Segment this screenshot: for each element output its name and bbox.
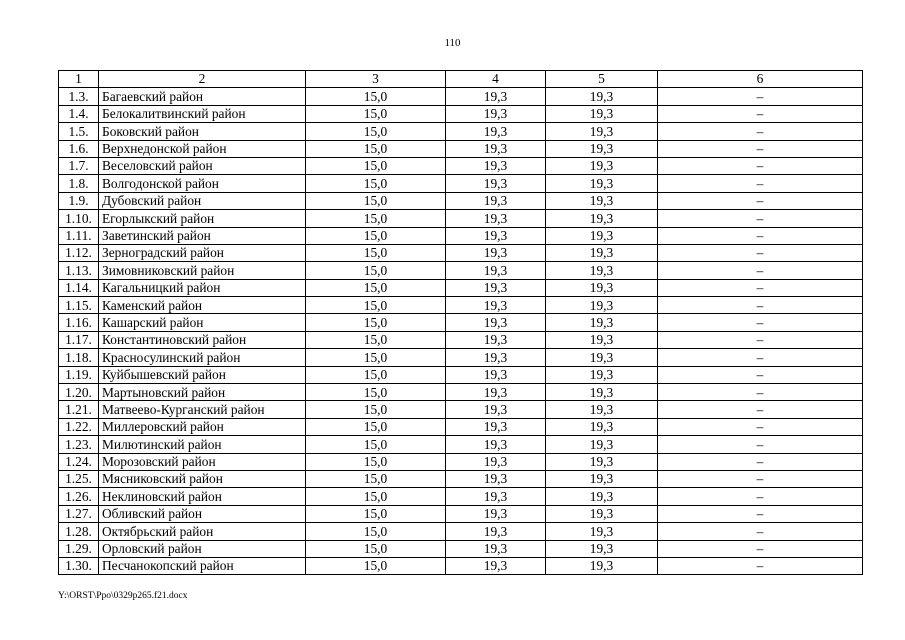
value-col-3: 15,0: [306, 88, 446, 105]
value-col-3: 15,0: [306, 140, 446, 157]
value-col-4: 19,3: [446, 88, 546, 105]
table-row: [59, 505, 863, 522]
footer-file-path: Y:\ORST\Ppo\0329p265.f21.docx: [58, 591, 188, 601]
value-col-6: –: [658, 436, 863, 453]
value-col-4: 19,3: [446, 244, 546, 261]
district-name: Милютинский район: [99, 436, 306, 453]
value-col-4: 19,3: [446, 470, 546, 487]
district-name: Зерноградский район: [99, 244, 306, 261]
table-row: [59, 418, 863, 435]
value-col-3: 15,0: [306, 157, 446, 174]
table-row: [59, 262, 863, 279]
row-number: 1.22.: [59, 418, 99, 435]
value-col-6: –: [658, 123, 863, 140]
value-col-3: 15,0: [306, 279, 446, 296]
table-row: [59, 523, 863, 540]
value-col-3: 15,0: [306, 418, 446, 435]
district-name: Заветинский район: [99, 227, 306, 244]
value-col-4: 19,3: [446, 192, 546, 209]
value-col-5: 19,3: [546, 210, 658, 227]
value-col-3: 15,0: [306, 436, 446, 453]
value-col-5: 19,3: [546, 349, 658, 366]
table-row: [59, 470, 863, 487]
value-col-3: 15,0: [306, 123, 446, 140]
value-col-4: 19,3: [446, 557, 546, 574]
table-row: [59, 192, 863, 209]
value-col-3: 15,0: [306, 557, 446, 574]
row-number: 1.20.: [59, 384, 99, 401]
value-col-4: 19,3: [446, 279, 546, 296]
district-name: Матвеево-Курганский район: [99, 401, 306, 418]
value-col-4: 19,3: [446, 366, 546, 383]
row-number: 1.3.: [59, 88, 99, 105]
table-row: [59, 140, 863, 157]
row-number: 1.7.: [59, 157, 99, 174]
value-col-5: 19,3: [546, 227, 658, 244]
value-col-5: 19,3: [546, 488, 658, 505]
value-col-6: –: [658, 349, 863, 366]
row-number: 1.6.: [59, 140, 99, 157]
table-row: [59, 175, 863, 192]
row-number: 1.11.: [59, 227, 99, 244]
value-col-5: 19,3: [546, 505, 658, 522]
value-col-4: 19,3: [446, 384, 546, 401]
value-col-4: 19,3: [446, 210, 546, 227]
value-col-6: –: [658, 297, 863, 314]
value-col-4: 19,3: [446, 157, 546, 174]
district-name: Боковский район: [99, 123, 306, 140]
district-name: Куйбышевский район: [99, 366, 306, 383]
value-col-3: 15,0: [306, 540, 446, 557]
value-col-6: –: [658, 88, 863, 105]
row-number: 1.5.: [59, 123, 99, 140]
value-col-5: 19,3: [546, 262, 658, 279]
value-col-3: 15,0: [306, 314, 446, 331]
row-number: 1.30.: [59, 557, 99, 574]
value-col-4: 19,3: [446, 123, 546, 140]
value-col-4: 19,3: [446, 453, 546, 470]
value-col-4: 19,3: [446, 540, 546, 557]
row-number: 1.13.: [59, 262, 99, 279]
value-col-3: 15,0: [306, 488, 446, 505]
value-col-3: 15,0: [306, 366, 446, 383]
district-name: Орловский район: [99, 540, 306, 557]
row-number: 1.27.: [59, 505, 99, 522]
value-col-5: 19,3: [546, 401, 658, 418]
district-name: Верхнедонской район: [99, 140, 306, 157]
table-row: [59, 314, 863, 331]
value-col-4: 19,3: [446, 314, 546, 331]
district-name: Красносулинский район: [99, 349, 306, 366]
row-number: 1.17.: [59, 331, 99, 348]
row-number: 1.10.: [59, 210, 99, 227]
column-header-2: 2: [99, 71, 306, 88]
table-row: [59, 384, 863, 401]
value-col-6: –: [658, 140, 863, 157]
value-col-5: 19,3: [546, 123, 658, 140]
table-row: [59, 105, 863, 122]
value-col-4: 19,3: [446, 488, 546, 505]
district-name: Кашарский район: [99, 314, 306, 331]
value-col-3: 15,0: [306, 349, 446, 366]
column-header-3: 3: [306, 71, 446, 88]
value-col-6: –: [658, 557, 863, 574]
row-number: 1.12.: [59, 244, 99, 261]
value-col-3: 15,0: [306, 470, 446, 487]
table-row: [59, 366, 863, 383]
row-number: 1.19.: [59, 366, 99, 383]
value-col-3: 15,0: [306, 175, 446, 192]
value-col-6: –: [658, 157, 863, 174]
row-number: 1.25.: [59, 470, 99, 487]
table-row: [59, 453, 863, 470]
district-name: Багаевский район: [99, 88, 306, 105]
table-row: [59, 227, 863, 244]
value-col-5: 19,3: [546, 557, 658, 574]
district-name: Обливский район: [99, 505, 306, 522]
district-name: Морозовский район: [99, 453, 306, 470]
value-col-4: 19,3: [446, 436, 546, 453]
district-name: Мартыновский район: [99, 384, 306, 401]
value-col-6: –: [658, 279, 863, 296]
value-col-4: 19,3: [446, 505, 546, 522]
value-col-5: 19,3: [546, 331, 658, 348]
table-row: [59, 88, 863, 105]
district-name: Миллеровский район: [99, 418, 306, 435]
value-col-5: 19,3: [546, 244, 658, 261]
value-col-3: 15,0: [306, 244, 446, 261]
value-col-6: –: [658, 523, 863, 540]
value-col-4: 19,3: [446, 227, 546, 244]
row-number: 1.8.: [59, 175, 99, 192]
district-name: Песчанокопский район: [99, 557, 306, 574]
value-col-5: 19,3: [546, 297, 658, 314]
value-col-6: –: [658, 331, 863, 348]
row-number: 1.9.: [59, 192, 99, 209]
table-row: [59, 279, 863, 296]
value-col-6: –: [658, 210, 863, 227]
value-col-5: 19,3: [546, 384, 658, 401]
value-col-6: –: [658, 366, 863, 383]
value-col-6: –: [658, 384, 863, 401]
value-col-3: 15,0: [306, 401, 446, 418]
value-col-6: –: [658, 470, 863, 487]
data-table: [58, 70, 863, 575]
value-col-6: –: [658, 453, 863, 470]
value-col-3: 15,0: [306, 262, 446, 279]
value-col-5: 19,3: [546, 453, 658, 470]
value-col-5: 19,3: [546, 523, 658, 540]
row-number: 1.14.: [59, 279, 99, 296]
value-col-4: 19,3: [446, 262, 546, 279]
page-number: 110: [444, 37, 461, 49]
value-col-5: 19,3: [546, 175, 658, 192]
value-col-4: 19,3: [446, 140, 546, 157]
value-col-3: 15,0: [306, 105, 446, 122]
table-row: [59, 488, 863, 505]
value-col-6: –: [658, 244, 863, 261]
value-col-5: 19,3: [546, 540, 658, 557]
value-col-4: 19,3: [446, 105, 546, 122]
value-col-3: 15,0: [306, 227, 446, 244]
value-col-4: 19,3: [446, 349, 546, 366]
value-col-6: –: [658, 540, 863, 557]
column-header-1: 1: [59, 71, 99, 88]
value-col-6: –: [658, 262, 863, 279]
value-col-5: 19,3: [546, 192, 658, 209]
value-col-6: –: [658, 227, 863, 244]
value-col-5: 19,3: [546, 470, 658, 487]
value-col-5: 19,3: [546, 140, 658, 157]
table-row: [59, 244, 863, 261]
row-number: 1.21.: [59, 401, 99, 418]
value-col-6: –: [658, 192, 863, 209]
district-name: Мясниковский район: [99, 470, 306, 487]
row-number: 1.24.: [59, 453, 99, 470]
value-col-6: –: [658, 105, 863, 122]
table-row: [59, 436, 863, 453]
district-name: Константиновский район: [99, 331, 306, 348]
value-col-5: 19,3: [546, 157, 658, 174]
row-number: 1.29.: [59, 540, 99, 557]
table-row: [59, 123, 863, 140]
column-header-6: 6: [658, 71, 863, 88]
value-col-5: 19,3: [546, 279, 658, 296]
value-col-3: 15,0: [306, 192, 446, 209]
table-row: [59, 540, 863, 557]
table-body: [59, 71, 863, 575]
district-name: Белокалитвинский район: [99, 105, 306, 122]
value-col-5: 19,3: [546, 314, 658, 331]
value-col-6: –: [658, 175, 863, 192]
row-number: 1.23.: [59, 436, 99, 453]
value-col-6: –: [658, 505, 863, 522]
value-col-4: 19,3: [446, 331, 546, 348]
table-row: [59, 557, 863, 574]
value-col-3: 15,0: [306, 453, 446, 470]
column-header-4: 4: [446, 71, 546, 88]
district-name: Кагальницкий район: [99, 279, 306, 296]
row-number: 1.28.: [59, 523, 99, 540]
value-col-4: 19,3: [446, 523, 546, 540]
table-row: [59, 331, 863, 348]
district-name: Дубовский район: [99, 192, 306, 209]
header-row: [59, 71, 863, 88]
value-col-6: –: [658, 418, 863, 435]
value-col-6: –: [658, 314, 863, 331]
value-col-5: 19,3: [546, 418, 658, 435]
district-name: Зимовниковский район: [99, 262, 306, 279]
value-col-3: 15,0: [306, 331, 446, 348]
value-col-5: 19,3: [546, 436, 658, 453]
row-number: 1.4.: [59, 105, 99, 122]
district-name: Веселовский район: [99, 157, 306, 174]
district-name: Егорлыкский район: [99, 210, 306, 227]
row-number: 1.15.: [59, 297, 99, 314]
table-row: [59, 401, 863, 418]
table-row: [59, 297, 863, 314]
district-name: Каменский район: [99, 297, 306, 314]
value-col-5: 19,3: [546, 366, 658, 383]
row-number: 1.16.: [59, 314, 99, 331]
value-col-4: 19,3: [446, 175, 546, 192]
value-col-5: 19,3: [546, 88, 658, 105]
value-col-5: 19,3: [546, 105, 658, 122]
value-col-3: 15,0: [306, 523, 446, 540]
value-col-3: 15,0: [306, 384, 446, 401]
row-number: 1.26.: [59, 488, 99, 505]
table-row: [59, 157, 863, 174]
value-col-4: 19,3: [446, 297, 546, 314]
value-col-6: –: [658, 401, 863, 418]
value-col-4: 19,3: [446, 418, 546, 435]
district-name: Октябрьский район: [99, 523, 306, 540]
value-col-4: 19,3: [446, 401, 546, 418]
value-col-6: –: [658, 488, 863, 505]
value-col-3: 15,0: [306, 505, 446, 522]
row-number: 1.18.: [59, 349, 99, 366]
column-header-5: 5: [546, 71, 658, 88]
district-name: Неклиновский район: [99, 488, 306, 505]
district-name: Волгодонской район: [99, 175, 306, 192]
table-row: [59, 349, 863, 366]
table-row: [59, 210, 863, 227]
value-col-3: 15,0: [306, 297, 446, 314]
value-col-3: 15,0: [306, 210, 446, 227]
